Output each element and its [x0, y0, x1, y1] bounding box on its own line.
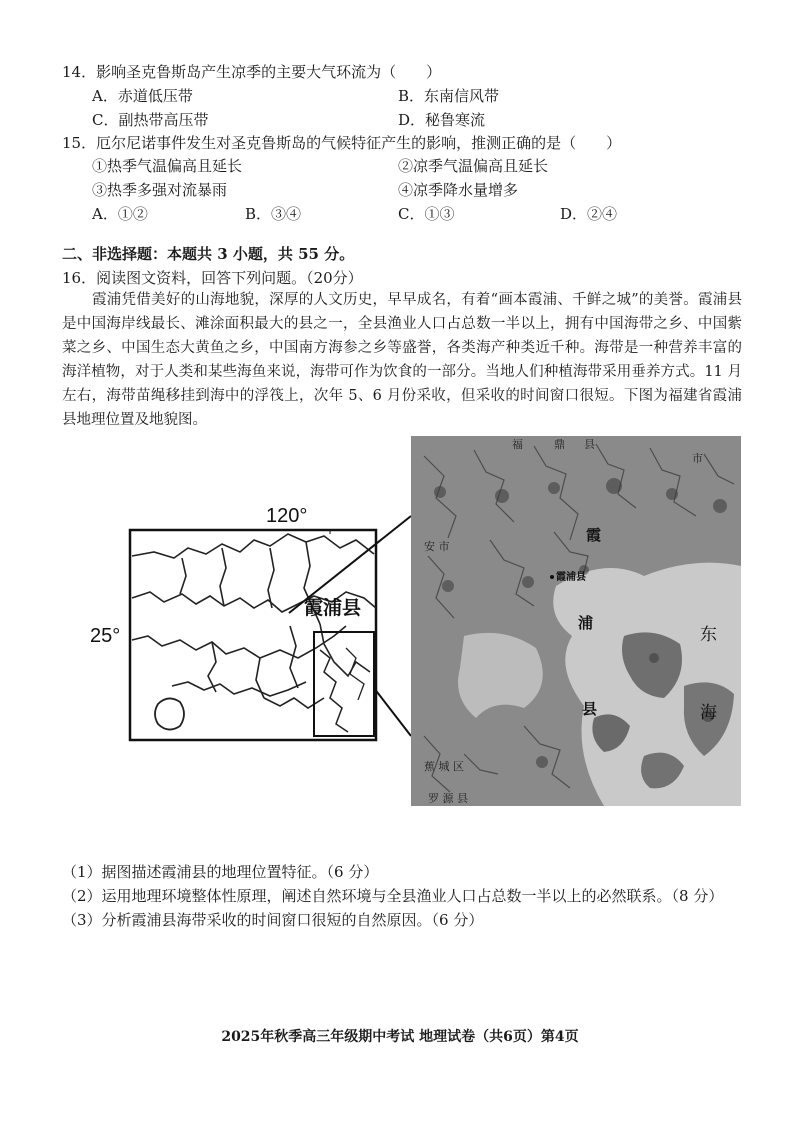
- q15-statement-1: ①热季气温偏高且延长: [92, 157, 243, 175]
- q15-statement-2: ②凉季气温偏高且延长: [398, 157, 549, 175]
- county-label: 霞浦县: [304, 598, 362, 619]
- label-xia: 霞: [586, 526, 602, 544]
- label-left-mid: 安 市: [424, 540, 450, 553]
- q14-option-a[interactable]: A．赤道低压带: [92, 87, 193, 105]
- q15-option-c[interactable]: C．①③: [398, 205, 455, 223]
- label-top-right: 市: [692, 452, 703, 465]
- q15-stem: 15．厄尔尼诺事件发生对圣克鲁斯岛的气候特征产生的影响，推测正确的是（ ）: [62, 134, 622, 152]
- q15-option-d[interactable]: D．②④: [560, 205, 618, 223]
- county-seat-marker: [550, 575, 554, 579]
- q16-stem-text: 16．阅读图文资料，回答下列问题。（20分）: [62, 269, 363, 287]
- section-2-heading: 二、非选择题：本题共 3 小题，共 55 分。: [62, 245, 355, 263]
- page-footer: 2025年秋季高三年级期中考试 地理试卷（共6页）第4页: [221, 1029, 579, 1045]
- q14-stem: 14．影响圣克鲁斯岛产生凉季的主要大气环流为（ ）: [62, 63, 442, 81]
- label-pu: 浦: [578, 614, 594, 632]
- q14-option-d[interactable]: D．秘鲁寒流: [398, 111, 486, 129]
- q16-sub-question-1: （1）据图描述霞浦县的地理位置特征。（6 分）: [62, 863, 379, 881]
- q16-passage: 霞浦凭借美好的山海地貌，深厚的人文历史，早早成名，有着“画本霞浦、千鲜之城”的美誉。霞浦县是中国海岸线最长、滩涂面积最大的县之一，全县渔业人口占总数一半以上，拥有中国海带之乡、中国紫菜之乡、中国生态大黄鱼之乡，中国南方海参之乡等盛誉，各类海产种类近千种。海带是一种营养丰富的海洋植物，对于人类和某些海鱼来说，海带可作为饮食的一部分。当地人们种植海带采用垂养方式。11 月左右，海带苗绳移挂到海中的浮筏上，次年 5、6 月份采收，但采收的时间窗口很短。下图为福建省霞浦县地理位置及地貌图。: [62, 292, 742, 428]
- location-and-relief-map: [84, 436, 744, 808]
- label-district: 蕉 城 区: [424, 760, 464, 773]
- label-xian: 县: [582, 700, 598, 718]
- label-county-seat: 霞浦县: [556, 572, 586, 583]
- q16-sub-question-3: （3）分析霞浦县海带采收的时间窗口很短的自然原因。（6 分）: [62, 911, 484, 929]
- connector-line-bottom: [374, 688, 411, 736]
- label-top-left: 福: [512, 438, 523, 451]
- q15-statement-4: ④凉季降水量增多: [398, 181, 519, 199]
- label-sea: 海: [700, 703, 717, 723]
- q15-option-a[interactable]: A．①②: [92, 205, 148, 223]
- q15-statement-3: ③热季多强对流暴雨: [92, 181, 228, 199]
- q15-option-b[interactable]: B．③④: [245, 205, 302, 223]
- label-top-mid2: 县: [584, 438, 595, 451]
- relief-map: [411, 436, 741, 806]
- label-top-mid: 鼎: [554, 438, 565, 451]
- label-sea-east: 东: [700, 625, 717, 645]
- q16-sub-question-2: （2）运用地理环境整体性原理，阐述自然环境与全县渔业人口占总数一半以上的必然联系。（8 分）: [62, 887, 724, 905]
- lon-label: 120°: [266, 505, 308, 527]
- lat-label: 25°: [90, 625, 121, 647]
- q14-option-c[interactable]: C．副热带高压带: [92, 111, 209, 129]
- q14-option-b[interactable]: B．东南信风带: [398, 87, 500, 105]
- label-bottom: 罗 源 县: [428, 792, 468, 805]
- locator-map: [90, 505, 376, 740]
